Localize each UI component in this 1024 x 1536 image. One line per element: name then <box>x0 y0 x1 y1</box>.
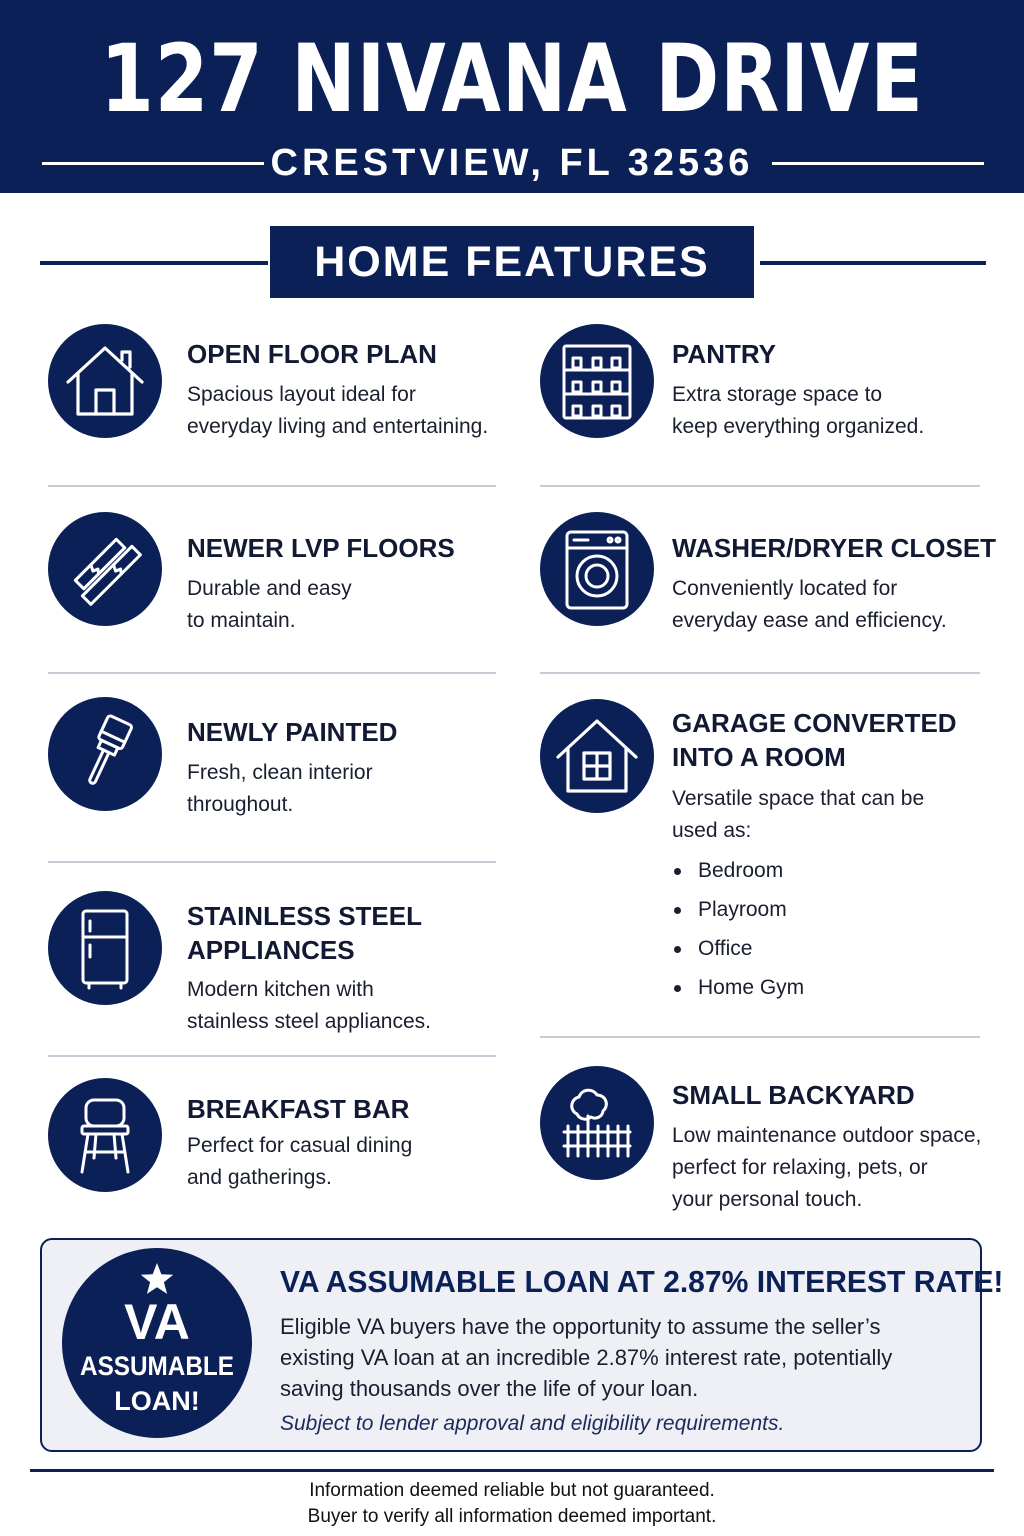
tree-fence-icon <box>540 1066 654 1180</box>
feature-title-appliances: STAINLESS STEEL APPLIANCES <box>187 901 422 965</box>
header-right-rule <box>772 162 984 165</box>
va-badge-line3: LOAN! <box>114 1386 200 1416</box>
divider <box>540 485 980 487</box>
feature-desc-pantry: Extra storage space to keep everything organized. <box>672 383 925 438</box>
feature-title-open-floor-plan: OPEN FLOOR PLAN <box>187 339 437 369</box>
feature-title-lvp-floors: NEWER LVP FLOORS <box>187 533 455 563</box>
feature-desc-washer-dryer: Conveniently located for everyday ease and efficiency. <box>672 577 947 632</box>
feature-desc-garage-room: Versatile space that can be used as: <box>672 787 925 842</box>
va-badge-line1: VA <box>124 1294 190 1350</box>
feature-title-newly-painted: NEWLY PAINTED <box>187 717 398 747</box>
va-loan-description: Eligible VA buyers have the opportunity to assume the seller’s existing VA loan at an incredible 2.87% interest rate, potentially saving thousands over the life of your loan. <box>280 1314 893 1401</box>
divider <box>540 672 980 674</box>
footer-rule <box>30 1469 994 1472</box>
paint-brush-icon <box>48 697 162 811</box>
feature-desc-backyard: Low maintenance outdoor space, perfect for relaxing, pets, or your personal touch. <box>672 1124 982 1211</box>
house-window-icon <box>540 699 654 813</box>
refrigerator-icon <box>48 891 162 1005</box>
divider <box>48 485 496 487</box>
feature-desc-breakfast-bar: Perfect for casual dining and gatherings. <box>187 1134 413 1189</box>
va-loan-badge <box>62 1248 252 1438</box>
list-item: Office <box>672 929 804 968</box>
bar-stool-icon <box>48 1078 162 1192</box>
property-city-subtitle: CRESTVIEW, FL 32536 <box>270 142 754 184</box>
house-icon <box>48 324 162 438</box>
feature-desc-lvp-floors: Durable and easy to maintain. <box>187 577 352 632</box>
divider <box>540 1036 980 1038</box>
feature-title-breakfast-bar: BREAKFAST BAR <box>187 1094 410 1124</box>
feature-title-garage-room: GARAGE CONVERTED INTO A ROOM <box>672 708 957 772</box>
garage-room-uses-list <box>672 851 804 1007</box>
va-badge-line2: ASSUMABLE <box>80 1351 234 1381</box>
list-item: Bedroom <box>672 851 804 890</box>
property-address-title: 127 NIVANA DRIVE <box>100 25 924 134</box>
va-loan-disclaimer: Subject to lender approval and eligibility requirements. <box>280 1412 785 1435</box>
footer-disclaimer: Information deemed reliable but not guaranteed. Buyer to verify all information deemed important. <box>307 1480 717 1527</box>
feature-desc-open-floor-plan: Spacious layout ideal for everyday living and entertaining. <box>187 383 489 438</box>
star-icon <box>139 1262 175 1296</box>
divider <box>48 861 496 863</box>
feature-desc-appliances: Modern kitchen with stainless steel appliances. <box>187 978 431 1033</box>
floor-planks-icon <box>48 512 162 626</box>
list-item: Home Gym <box>672 968 804 1007</box>
va-loan-title: VA ASSUMABLE LOAN AT 2.87% INTEREST RATE! <box>280 1264 1004 1299</box>
feature-desc-newly-painted: Fresh, clean interior throughout. <box>187 761 373 816</box>
feature-title-pantry: PANTRY <box>672 339 776 369</box>
feature-title-backyard: SMALL BACKYARD <box>672 1080 915 1110</box>
list-item: Playroom <box>672 890 804 929</box>
divider <box>48 1055 496 1057</box>
divider <box>48 672 496 674</box>
section-left-rule <box>40 261 268 265</box>
section-right-rule <box>760 261 986 265</box>
feature-title-washer-dryer: WASHER/DRYER CLOSET <box>672 533 997 563</box>
header-banner <box>0 0 1024 193</box>
washing-machine-icon <box>540 512 654 626</box>
pantry-shelves-icon <box>540 324 654 438</box>
section-heading: HOME FEATURES <box>270 226 754 298</box>
